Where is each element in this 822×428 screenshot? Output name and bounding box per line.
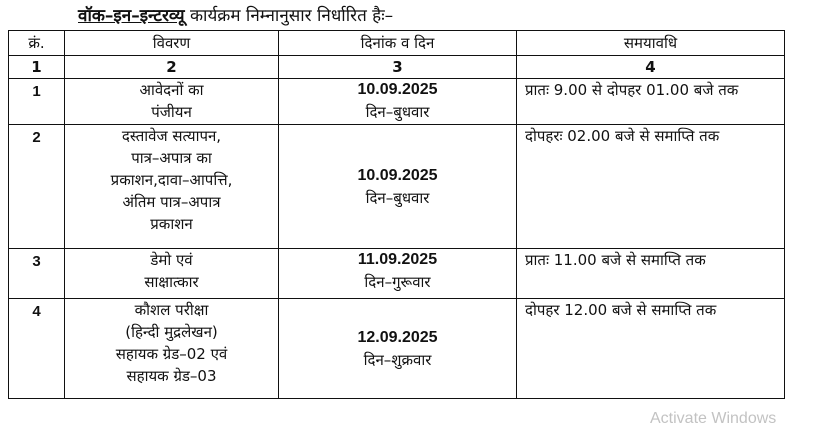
description-line: पंजीयन xyxy=(151,103,192,121)
column-number: 4 xyxy=(517,56,785,79)
row-serial: 3 xyxy=(9,249,65,299)
table-row xyxy=(9,299,785,399)
date-value: 10.09.2025 xyxy=(357,166,438,184)
description-line: दस्तावेज सत्यापन, xyxy=(121,127,222,145)
row-description xyxy=(65,79,279,125)
row-date xyxy=(279,249,517,299)
header-description: विवरण xyxy=(65,31,279,56)
description-line: पात्र–अपात्र का xyxy=(131,149,212,167)
description-line: सहायक ग्रेड–02 एवं xyxy=(115,345,228,363)
day-value: दिन–बुधवार xyxy=(365,103,430,121)
column-number: 2 xyxy=(65,56,279,79)
column-number-row xyxy=(9,56,785,79)
table-row xyxy=(9,125,785,249)
date-value: 11.09.2025 xyxy=(357,251,438,268)
row-description xyxy=(65,125,279,249)
description-line: प्रकाशन,दावा–आपत्ति, xyxy=(110,171,233,189)
description-line: साक्षात्कार xyxy=(144,273,199,291)
description-line: अंतिम पात्र–अपात्र xyxy=(122,193,221,211)
heading-text: कार्यक्रम निम्नानुसार निर्धारित हैः– xyxy=(184,6,394,26)
table-row xyxy=(9,79,785,125)
row-serial: 2 xyxy=(9,125,65,249)
header-serial: क्रं. xyxy=(9,31,65,56)
row-date xyxy=(279,79,517,125)
row-duration: प्रातः 9.00 से दोपहर 01.00 बजे तक xyxy=(517,79,785,125)
header-row xyxy=(9,31,785,56)
header-duration: समयावधि xyxy=(517,31,785,56)
table-row xyxy=(9,249,785,299)
section-heading xyxy=(78,4,393,28)
row-description xyxy=(65,249,279,299)
row-date xyxy=(279,125,517,249)
heading-walk-in: वॉक–इन–इन्टरव्यू xyxy=(78,6,185,26)
description-line: (हिन्दी मुद्रलेखन) xyxy=(125,323,218,341)
description-line: आवेदनों का xyxy=(139,81,204,99)
description-line: प्रकाशन xyxy=(150,215,193,233)
row-duration: प्रातः 11.00 बजे से समाप्ति तक xyxy=(517,249,785,299)
day-value: दिन–बुधवार xyxy=(365,188,430,207)
row-duration: दोपहर 12.00 बजे से समाप्ति तक xyxy=(517,299,785,399)
day-value: दिन–गुरूवार xyxy=(364,273,431,291)
column-number: 1 xyxy=(9,56,65,79)
header-date-day: दिनांक व दिन xyxy=(279,31,517,56)
row-date xyxy=(279,299,517,399)
row-description xyxy=(65,299,279,399)
description-line: डेमो एवं xyxy=(150,251,193,269)
row-serial: 1 xyxy=(9,79,65,125)
activate-windows-watermark: Activate Windows xyxy=(650,410,777,427)
row-duration: दोपहरः 02.00 बजे से समाप्ति तक xyxy=(517,125,785,249)
column-number: 3 xyxy=(279,56,517,79)
description-line: सहायक ग्रेड–03 xyxy=(126,367,217,385)
date-value: 10.09.2025 xyxy=(357,81,438,98)
day-value: दिन–शुक्रवार xyxy=(363,350,432,369)
row-serial: 4 xyxy=(9,299,65,399)
schedule-table xyxy=(8,30,785,399)
date-value: 12.09.2025 xyxy=(357,328,438,346)
description-line: कौशल परीक्षा xyxy=(134,301,209,319)
